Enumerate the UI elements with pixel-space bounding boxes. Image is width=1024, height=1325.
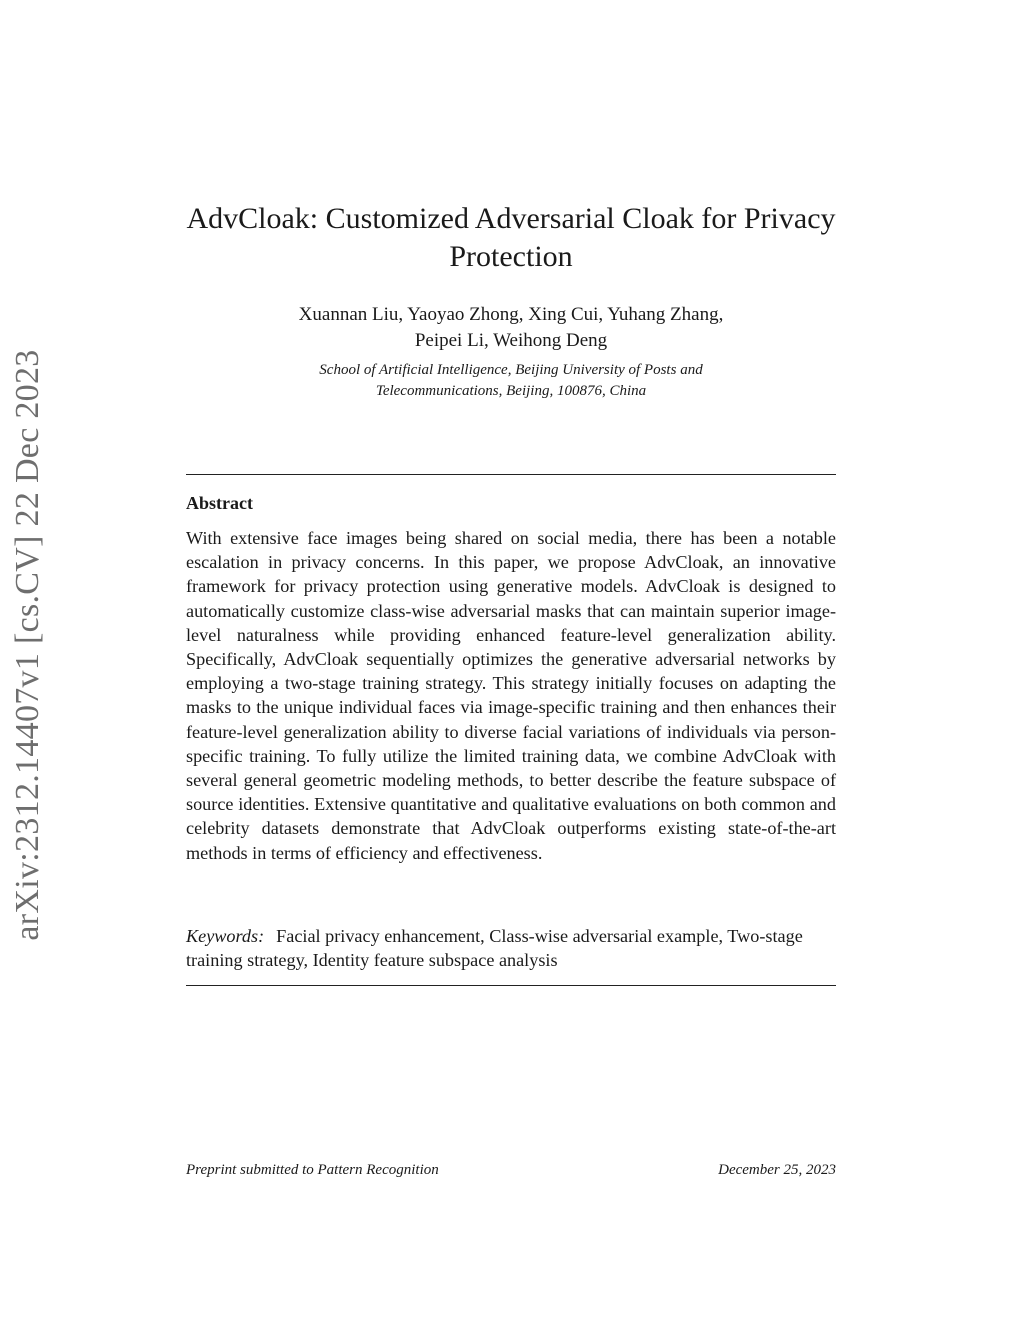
paper-title-line-1: AdvCloak: Customized Adversarial Cloak for Privacy — [186, 202, 836, 235]
affiliation-line-2: Telecommunications, Beijing, 100876, China — [375, 383, 647, 399]
affiliation-line-1: School of Artificial Intelligence, Beijing University of Posts and — [319, 362, 703, 378]
abstract-bottom-rule — [186, 985, 836, 986]
keywords-text: Facial privacy enhancement, Class-wise adversarial example, Two-stage training strategy, Identity feature subspace analysis — [186, 926, 803, 971]
keywords — [186, 924, 836, 972]
keywords-label: Keywords: — [186, 926, 265, 946]
abstract-heading: Abstract — [186, 493, 253, 513]
authors-line-2: Peipei Li, Weihong Deng — [414, 330, 608, 351]
affiliation — [150, 360, 872, 402]
footer-submission-note: Preprint submitted to Pattern Recognition — [186, 1162, 439, 1178]
abstract-text: With extensive face images being shared on social media, there has been a notable escalation in privacy concerns. In this paper, we propose AdvCloak, an innovative framework for privacy protection using generative models. AdvCloak is designed to automatically customize class-wise adversarial masks that can maintain superior image-level naturalness while providing enhanced feature-level generalization ability. Specifically, AdvCloak sequentially optimizes the generative adversarial networks by employing a two-stage training strategy. This strategy initially focuses on adapting the masks to the unique individual faces via image-specific training and then enhances their feature-level generalization ability to diverse facial variations of individuals via person-specific training. To fully utilize the limited training data, we combine AdvCloak with several general geometric modeling methods, to better describe the feature subspace of source identities. Extensive quantitative and qualitative evaluations on both common and celebrity datasets demonstrate that AdvCloak outperforms existing state-of-the-art methods in terms of efficiency and effectiveness. — [186, 528, 836, 863]
arxiv-identifier: arXiv:2312.14407v1 [cs.CV] 22 Dec 2023 — [9, 349, 46, 941]
paper-title — [150, 200, 872, 276]
abstract-top-rule — [186, 474, 836, 475]
paper-title-line-2: Protection — [449, 240, 573, 273]
author-list — [150, 302, 872, 354]
footer-date: December 25, 2023 — [718, 1162, 836, 1178]
authors-line-1: Xuannan Liu, Yaoyao Zhong, Xing Cui, Yuhang Zhang, — [298, 304, 724, 325]
